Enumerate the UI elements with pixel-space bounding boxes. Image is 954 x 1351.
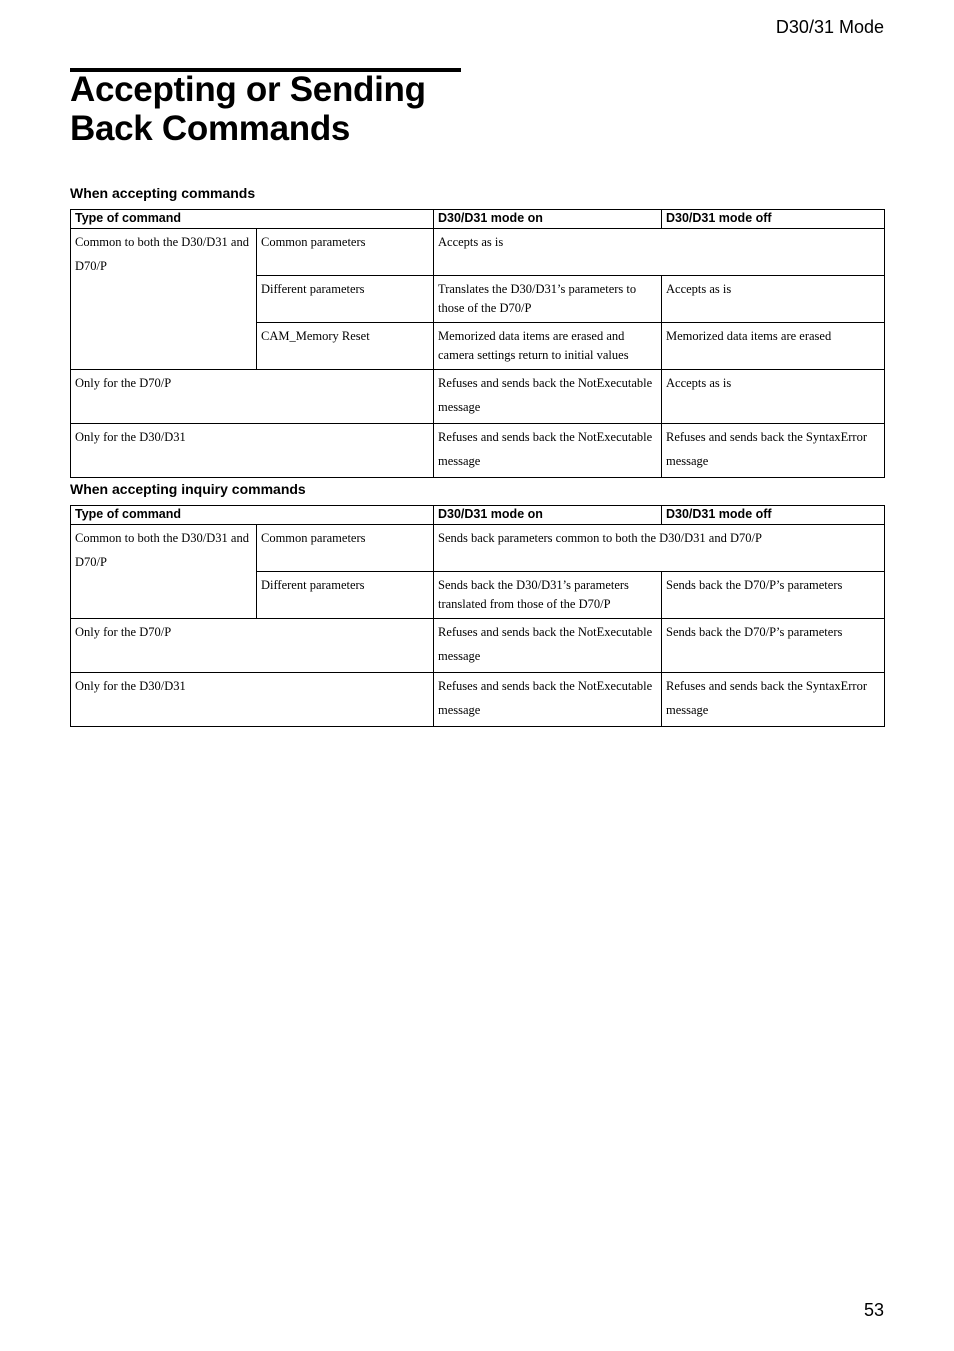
row-group-label: Common to both the D30/D31 and D70/P [71, 525, 257, 619]
row-subtype: Different parameters [257, 276, 434, 323]
row-value-on: Refuses and sends back the NotExecutable message [434, 424, 662, 478]
row-value-off: Accepts as is [662, 370, 885, 424]
column-header-mode-off: D30/D31 mode off [662, 506, 885, 525]
row-value-on: Memorized data items are erased and camera settings return to initial values [434, 323, 662, 370]
table-row [71, 619, 885, 673]
row-value-on: Refuses and sends back the NotExecutable message [434, 370, 662, 424]
row-subtype: Common parameters [257, 229, 434, 276]
row-value-off: Refuses and sends back the SyntaxError message [662, 673, 885, 727]
row-value-off: Accepts as is [662, 276, 885, 323]
inquiry-commands-heading: When accepting inquiry commands [70, 481, 306, 497]
accepting-commands-table [70, 209, 885, 478]
row-value-on: Sends back the D30/D31’s parameters translated from those of the D70/P [434, 572, 662, 619]
row-value-on: Refuses and sends back the NotExecutable message [434, 619, 662, 673]
row-type: Only for the D30/D31 [71, 673, 434, 727]
page-title-line-2: Back Commands [70, 109, 351, 148]
page-title-line-1: Accepting or Sending [70, 70, 426, 109]
table-row [71, 525, 885, 572]
row-type: Only for the D30/D31 [71, 424, 434, 478]
row-type: Only for the D70/P [71, 370, 434, 424]
column-header-type: Type of command [71, 506, 434, 525]
table-row [71, 673, 885, 727]
row-value-on: Translates the D30/D31’s parameters to those of the D70/P [434, 276, 662, 323]
row-subtype: CAM_Memory Reset [257, 323, 434, 370]
row-value-on: Refuses and sends back the NotExecutable message [434, 673, 662, 727]
row-value-off: Memorized data items are erased [662, 323, 885, 370]
column-header-mode-on: D30/D31 mode on [434, 210, 662, 229]
row-value-both: Sends back parameters common to both the D30/D31 and D70/P [434, 525, 885, 572]
row-value-off: Refuses and sends back the SyntaxError message [662, 424, 885, 478]
page-number: 53 [863, 1300, 884, 1320]
table-row [71, 229, 885, 276]
row-subtype: Common parameters [257, 525, 434, 572]
table-row [71, 424, 885, 478]
row-subtype: Different parameters [257, 572, 434, 619]
row-value-off: Sends back the D70/P’s parameters [662, 572, 885, 619]
running-header: D30/31 Mode [775, 17, 884, 37]
row-value-both: Accepts as is [434, 229, 885, 276]
column-header-mode-off: D30/D31 mode off [662, 210, 885, 229]
column-header-type: Type of command [71, 210, 434, 229]
column-header-mode-on: D30/D31 mode on [434, 506, 662, 525]
table-header-row [71, 210, 885, 229]
row-value-off: Sends back the D70/P’s parameters [662, 619, 885, 673]
table-header-row [71, 506, 885, 525]
page-title [70, 70, 426, 148]
inquiry-commands-table [70, 505, 885, 727]
row-type: Only for the D70/P [71, 619, 434, 673]
table-row [71, 370, 885, 424]
row-group-label: Common to both the D30/D31 and D70/P [71, 229, 257, 370]
accepting-commands-heading: When accepting commands [70, 185, 256, 201]
